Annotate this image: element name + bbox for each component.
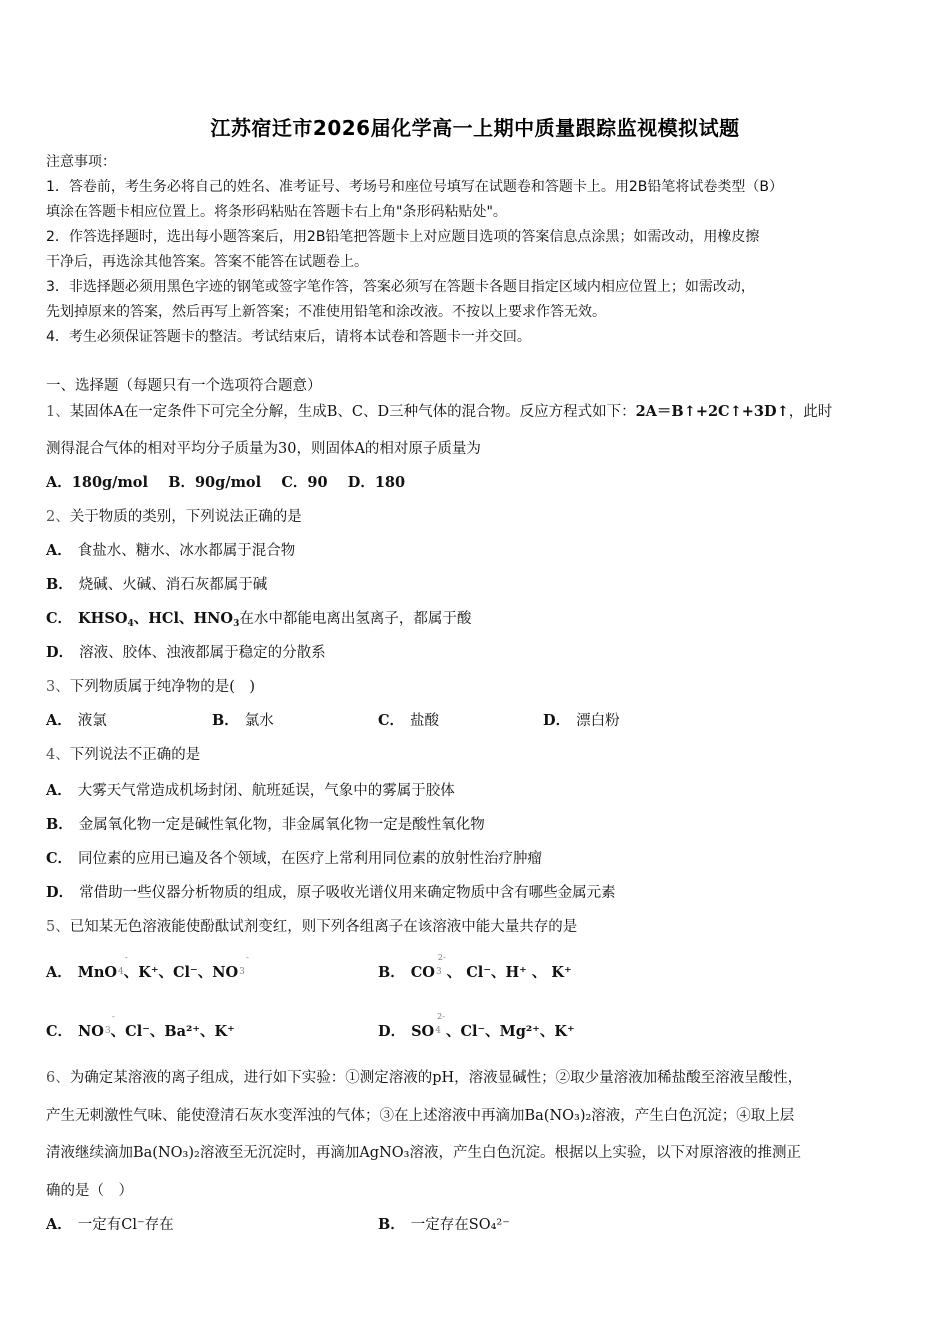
question-1-stem-cont: 测得混合气体的相对平均分子质量为30，则固体A的相对原子质量为	[46, 441, 481, 457]
question-6-option-b	[378, 1215, 510, 1235]
ion-base: SO	[411, 1023, 435, 1040]
notice-line: 干净后，再选涂其他答案。答案不能答在试题卷上。	[46, 254, 368, 270]
option-text: 、 Cl⁻、H⁺ 、 K⁺	[441, 964, 572, 981]
ion-formula	[411, 1012, 445, 1042]
ion-base: MnO	[77, 964, 117, 981]
question-6-option-a	[46, 1215, 174, 1235]
question-text: 为确定某溶液的离子组成，进行如下实验：①测定溶液的pH，溶液显碱性；②取少量溶液加稀盐酸至溶液呈酸性，	[69, 1070, 803, 1086]
question-2-stem	[46, 507, 302, 527]
reaction-equation: 2A＝B↑+2C↑+3D↑	[635, 403, 789, 420]
question-5-option-c	[46, 1012, 235, 1042]
notice-line: 先划掉原来的答案，然后再写上新答案；不准使用铅笔和涂改液。不按以上要求作答无效。	[46, 304, 606, 320]
option-text: 在水中都能电离出氢离子，都属于酸	[239, 611, 472, 627]
option-label: C．	[46, 610, 73, 627]
section-heading: 一、选择题（每题只有一个选项符合题意）	[46, 378, 322, 394]
question-2-option-a	[46, 541, 295, 561]
ion-base: NO	[78, 1023, 104, 1040]
option-label: B．	[378, 1216, 405, 1233]
notice-line: 2．作答选择题时，选出每小题答案后，用2B铅笔把答题卡上对应题目选项的答案信息点涂黑；如需改动，用橡皮擦	[46, 229, 760, 245]
question-number: 2、	[46, 509, 70, 525]
ion-formula	[78, 1012, 115, 1042]
question-4-option-b	[46, 815, 485, 835]
ion-base: NO	[212, 964, 239, 981]
option-text: 漂白粉	[576, 713, 620, 729]
ion-subscript: 3	[104, 1026, 111, 1036]
notice-line: 3．非选择题必须用黑色字迹的钢笔或签字笔作答，答案必须写在答题卡各题目指定区域内相应位置上；如需改动，	[46, 279, 755, 295]
ion-charge: -	[125, 953, 128, 962]
notice-heading: 注意事项：	[46, 154, 116, 170]
ion-subscript: 3	[239, 967, 245, 977]
question-number: 6、	[46, 1070, 70, 1086]
option-label: C．	[46, 1023, 73, 1040]
ion-formula	[77, 953, 128, 983]
question-5-option-b	[378, 953, 572, 983]
question-6-stem	[46, 1068, 802, 1088]
question-4-option-d	[46, 883, 616, 903]
option-label: D．	[46, 884, 74, 901]
ion-formula	[410, 953, 446, 983]
notice-line: 填涂在答题卡相应位置上。将条形码粘贴在答题卡右上角"条形码粘贴处"。	[46, 204, 507, 220]
option-text: 食盐水、糖水、冰水都属于混合物	[77, 543, 296, 559]
option-text: 烧碱、火碱、消石灰都属于碱	[78, 577, 268, 593]
question-3-option-b	[212, 711, 274, 731]
ion-charge: 2-	[437, 953, 446, 962]
question-5-option-a	[46, 953, 249, 983]
option-label: B．	[378, 964, 405, 981]
option-text: 液氯	[77, 713, 107, 729]
option-text: 、Cl⁻、Ba²⁺、K⁺	[110, 1023, 235, 1040]
question-2-option-b	[46, 575, 267, 595]
option-text: 大雾天气常造成机场封闭、航班延误，气象中的雾属于胶体	[77, 783, 455, 799]
ion-charge: 2-	[437, 1012, 445, 1021]
question-3-option-a	[46, 711, 107, 731]
question-3-option-d	[543, 711, 620, 731]
option-text: 常借助一些仪器分析物质的组成，原子吸收光谱仪用来确定物质中含有哪些金属元素	[79, 885, 616, 901]
exam-title: 江苏宿迁市2026届化学高一上期中质量跟踪监视模拟试题	[210, 116, 740, 140]
option-label: D．	[543, 712, 571, 729]
notice-line: 1．答卷前，考生务必将自己的姓名、准考证号、考场号和座位号填写在试题卷和答题卡上。用2B铅笔将试卷类型（B）	[46, 179, 784, 195]
formula: 、HCl、HNO	[133, 610, 234, 627]
option-text: 盐酸	[410, 713, 440, 729]
option-text: 同位素的应用已遍及各个领域，在医疗上常利用同位素的放射性治疗肿瘤	[78, 851, 543, 867]
subscript: 4	[127, 619, 134, 629]
option-text: 溶液、胶体、浊液都属于稳定的分散系	[79, 645, 326, 661]
ion-formula	[212, 953, 249, 983]
option-text: 金属氧化物一定是碱性氧化物，非金属氧化物一定是酸性氧化物	[78, 817, 485, 833]
question-4-stem	[46, 745, 200, 765]
option-label: A．	[46, 964, 72, 981]
option-label: A．	[46, 712, 72, 729]
ion-base: CO	[410, 964, 435, 981]
question-number: 4、	[46, 747, 70, 763]
question-5-stem	[46, 917, 577, 937]
option-label: D．	[378, 1023, 406, 1040]
option-label: C．	[378, 712, 405, 729]
ion-subscript: 4	[435, 1026, 441, 1036]
option-label: B．	[46, 576, 73, 593]
question-6-stem-cont: 产生无刺激性气味、能使澄清石灰水变浑浊的气体；③在上述溶液中再滴加Ba(NO₃)₂溶液，产生白色沉淀；④取上层	[46, 1108, 795, 1124]
question-text: 下列物质属于纯净物的是( )	[69, 679, 256, 695]
question-2-option-c	[46, 609, 471, 629]
formula: KHSO	[78, 610, 128, 627]
option-b: 90g/mol	[194, 474, 262, 491]
question-text: 下列说法不正确的是	[69, 747, 201, 763]
option-text: 一定有Cl⁻存在	[77, 1217, 174, 1233]
subscript: 3	[233, 619, 240, 629]
option-text: 、K⁺、Cl⁻、	[123, 964, 213, 981]
question-3-option-c	[378, 711, 439, 731]
option-label: A．	[46, 782, 72, 799]
option-c: 90	[307, 474, 328, 491]
question-number: 3、	[46, 679, 70, 695]
question-text: 已知某无色溶液能使酚酞试剂变红，则下列各组离子在该溶液中能大量共存的是	[69, 919, 578, 935]
question-1-options	[46, 473, 405, 493]
question-1-stem	[46, 402, 832, 422]
option-label: A．	[46, 1216, 72, 1233]
question-6-stem-cont: 确的是（ ）	[46, 1183, 133, 1199]
question-3-stem	[46, 677, 255, 697]
option-label: B．	[212, 712, 239, 729]
option-label: B．	[46, 816, 73, 833]
option-d: 180	[374, 474, 406, 491]
question-number: 5、	[46, 919, 70, 935]
option-label: A．	[46, 474, 72, 491]
option-label: A．	[46, 542, 72, 559]
option-text: 一定存在SO₄²⁻	[410, 1217, 510, 1233]
option-a: 180g/mol	[71, 474, 148, 491]
option-label: C．	[46, 850, 73, 867]
ion-subscript: 4	[118, 967, 124, 977]
question-number: 1、	[46, 404, 70, 420]
question-text: ，此时	[788, 404, 833, 420]
option-label: D．	[46, 644, 74, 661]
ion-charge: -	[111, 1012, 115, 1021]
question-text: 某固体A在一定条件下可完全分解，生成B、C、D三种气体的混合物。反应方程式如下：	[69, 404, 636, 420]
option-text: 氯水	[244, 713, 274, 729]
question-6-stem-cont: 清液继续滴加Ba(NO₃)₂溶液至无沉淀时，再滴加AgNO₃溶液，产生白色沉淀。根据以上实验，以下对原溶液的推测正	[46, 1145, 801, 1161]
question-4-option-c	[46, 849, 542, 869]
question-4-option-a	[46, 781, 455, 801]
option-text: 、Cl⁻、Mg²⁺、K⁺	[440, 1023, 575, 1040]
option-label: B．	[168, 474, 195, 491]
notice-line: 4．考生必须保证答题卡的整洁。考试结束后，请将本试卷和答题卡一并交回。	[46, 329, 531, 345]
question-5-option-d	[378, 1012, 575, 1042]
question-text: 关于物质的类别，下列说法正确的是	[69, 509, 302, 525]
ion-charge: -	[246, 953, 249, 962]
ion-subscript: 3	[435, 967, 442, 977]
question-2-option-d	[46, 643, 326, 663]
option-label: D．	[347, 474, 375, 491]
option-label: C．	[281, 474, 308, 491]
